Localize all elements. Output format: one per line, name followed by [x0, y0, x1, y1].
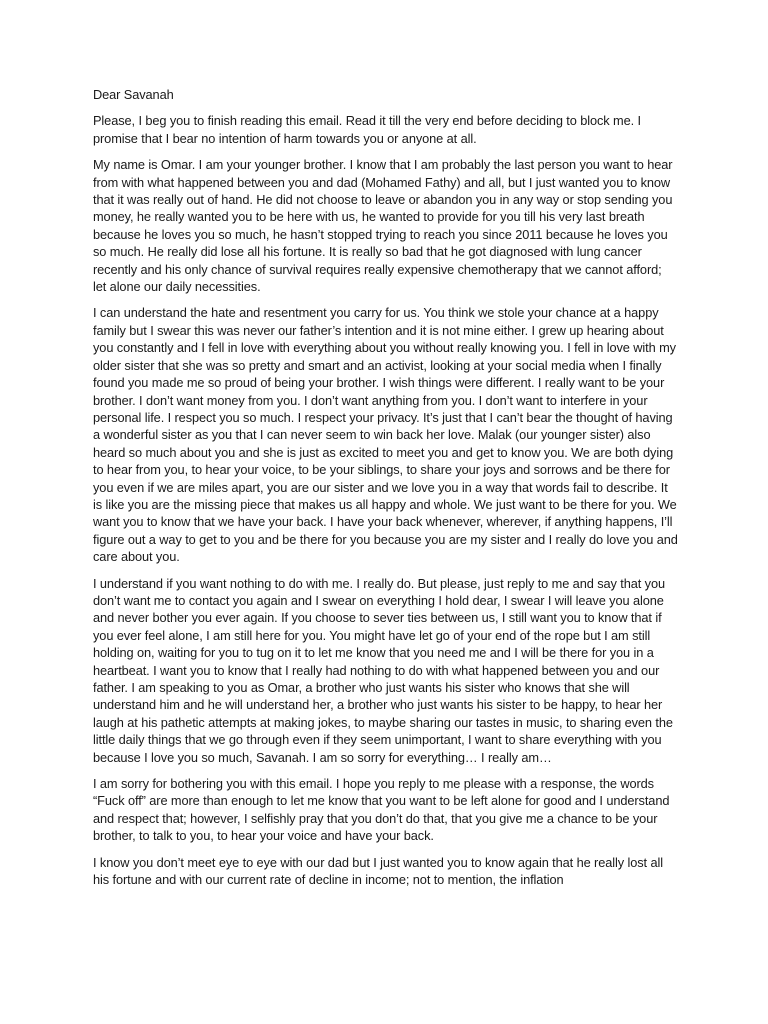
paragraph-introduction: My name is Omar. I am your younger brother. I know that I am probably the last person you want to hear from with what happened between you and dad (Mohamed Fathy) and all, but I just wanted you to know that it was really out of hand. He did not choose to leave or abandon you in any way or stop sending you money, he really wanted you to be here with us, he wanted to provide for you till his very last breath because he loves you so much, he hasn’t stopped trying to reach you since 2011 because he loves you so much. He really did lose all his fortune. It is really so bad that he got diagnosed with lung cancer recently and his only chance of survival requires really expensive chemotherapy that we cannot afford; let alone our daily necessities.	[93, 157, 673, 295]
paragraph-plea: Please, I beg you to finish reading this email. Read it till the very end before deciding to block me. I promise that I bear no intention of harm towards you or anyone at all.	[93, 113, 641, 146]
paragraph-understanding: I can understand the hate and resentment you carry for us. You think we stole your chance at a happy family but I swear this was never our father’s intention and it is not mine either. I grew up hearing about you constantly and I fell in love with everything about you without really knowing you. I fell in love with my older sister that she was so pretty and smart and an activist, looking at your social media when I finally found you made me so proud of being your brother. I wish things were different. I really want to be your brother. I don’t want money from you. I don’t want anything from you. I don’t want to interfere in your personal life. I respect you so much. I respect your privacy. It’s just that I can’t bear the thought of having a wonderful sister as you that I can never seem to win back her love. Malak (our younger sister) also heard so much about you and she is just as excited to meet you and get to know you. We are both dying to hear from you, to hear your voice, to be your siblings, to share your joys and sorrows and be there for you even if we are miles apart, you are our sister and we love you in a way that words fail to describe. It is like you are the missing piece that makes us all happy and whole. We just want to be there for you. We want you to know that we have your back. I have your back whenever, wherever, if anything happens, I’ll figure out a way to get to you and be there for you because you are my sister and I really do love you and care about you.	[93, 305, 678, 565]
paragraph-reply-request: I understand if you want nothing to do with me. I really do. But please, just reply to me and say that you don’t want me to contact you again and I swear on everything I hold dear, I swear I will leave you alone and never bother you ever again. If you choose to sever ties between us, I still want you to know that if you ever feel alone, I am still here for you. You might have let go of your end of the rope but I am still holding on, waiting for you to tug on it to let me know that you need me and I will be there for you in a heartbeat. I want you to know that I really had nothing to do with what happened between you and our father. I am speaking to you as Omar, a brother who just wants his sister who knows that she will understand him and he will understand her, a brother who just wants his sister to be happy, to hear her laugh at his pathetic attempts at making jokes, to maybe sharing our tastes in music, to sharing even the little daily things that we go through even if they seem unimportant, I want to share everything with you because I love you so much, Savanah. I am so sorry for everything… I really am…	[93, 575, 673, 765]
paragraph-apology: I am sorry for bothering you with this email. I hope you reply to me please with a response, the words “Fuck off” are more than enough to let me know that you want to be left alone for good and I understand and respect that; however, I selfishly pray that you don’t do that, that you give me a chance to be your brother, to talk to you, to hear your voice and have your back.	[93, 776, 670, 844]
letter-body	[93, 86, 678, 897]
letter-greeting: Dear Savanah	[93, 87, 174, 102]
paragraph-father-fortune: I know you don’t meet eye to eye with our dad but I just wanted you to know again that he really lost all his fortune and with our current rate of decline in income; not to mention, the inflation	[93, 854, 663, 888]
